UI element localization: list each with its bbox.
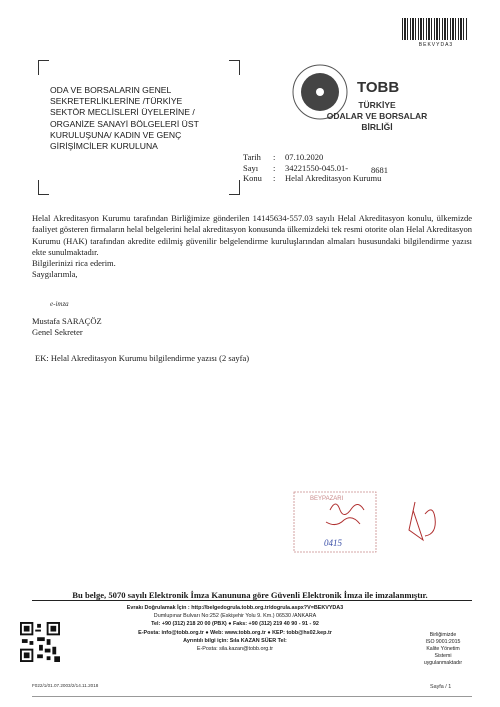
page-bottom-rule <box>32 696 472 697</box>
iso-line: Birliğimizde <box>429 632 457 638</box>
org-full-line: TÜRKİYE <box>358 100 396 110</box>
barcode <box>402 18 468 40</box>
number-suffix: 8681 <box>371 164 388 175</box>
colon: : <box>273 162 276 173</box>
recipient-line: SEKRETERLİKLERİNE /TÜRKİYE <box>50 96 183 107</box>
letter-body <box>32 213 472 281</box>
org-full-line: ODALAR VE BORSALAR <box>326 111 428 121</box>
document-code: F022/1/01.07.2003/2/14.11.2018 <box>32 683 99 688</box>
recipient-line: GİRİŞİMCİLER KURULUNA <box>50 141 158 152</box>
date-value: 07.10.2020 <box>285 152 324 162</box>
qr-code <box>20 622 60 662</box>
body-request: Bilgilerinizi rica ederim. <box>32 258 116 269</box>
iso-note <box>413 632 473 667</box>
org-title: TOBB <box>357 79 400 96</box>
body-closing: Saygılarımla, <box>32 269 78 280</box>
address-bracket-bottom-left <box>38 180 49 195</box>
recipient-line: SEKTÖR MECLİSLERİ ÜYELERİNE / <box>50 107 195 118</box>
address-bracket-top-left <box>38 60 49 75</box>
footer-contact-person: Ayrıntılı bilgi için: Sıla KAZAN SÜER Tel: <box>183 637 287 644</box>
address-bracket-bottom-right <box>229 180 240 195</box>
footer-divider <box>32 600 472 601</box>
address-bracket-top-right <box>229 60 240 75</box>
footer-phone: Tel: +90 (312) 218 20 00 (PBX) ● Faks: +90 (312) 219 40 90 - 91 - 92 <box>151 621 319 628</box>
signer-block <box>32 316 102 338</box>
received-stamp <box>290 490 460 560</box>
org-full-line: BİRLİĞİ <box>361 122 393 132</box>
recipient-address <box>50 85 240 152</box>
attachment-note: EK: Helal Akreditasyon Kurumu bilgilendirme yazısı (2 sayfa) <box>35 353 250 363</box>
signer-name: Mustafa SARAÇÖZ <box>32 316 102 326</box>
recipient-line: KURULUŞUNA/ KADIN VE GENÇ <box>50 129 182 140</box>
recipient-line: ODA VE BORSALARIN GENEL <box>50 85 172 95</box>
e-signature-note: e-imza <box>50 300 69 308</box>
iso-line: uygulanmaktadır <box>423 660 463 666</box>
stamp-number: 0415 <box>324 538 342 548</box>
date-label: Tarih <box>243 152 261 162</box>
recipient-line: ORGANİZE SANAYİ BÖLGELERİ ÜST <box>50 118 199 129</box>
signer-title: Genel Sekreter <box>32 327 83 337</box>
subject-value: Helal Akreditasyon Kurumu <box>285 173 382 183</box>
iso-line: Kalite Yönetim <box>426 646 460 652</box>
colon: : <box>273 152 276 162</box>
document-meta <box>243 152 423 186</box>
number-label: Sayı <box>243 162 259 173</box>
footer-address: Dumlupınar Bulvarı No:252 (Eskişehir Yolu 9. Km.) 06530 /ANKARA <box>153 613 317 620</box>
org-full-name <box>322 100 432 133</box>
footer-contact-email[interactable]: E-Posta: sila.kazan@tobb.org.tr <box>196 646 274 653</box>
subject-label: Konu <box>243 173 262 183</box>
footer-email-web[interactable]: E-Posta: info@tobb.org.tr ● Web: www.tobb.org.tr ● KEP: tobb@hs02.kep.tr <box>138 629 332 636</box>
body-paragraph: Helal Akreditasyon Kurumu tarafından Birliğimize gönderilen 14145634-557.03 sayılı Helal Akreditasyon konulu, ülkemizde faaliyet gösteren firmaların helal belgelerini helal akreditasyon konusunda ülkemizdeki tek resmi otorite olan Helal Akreditasyon Kurumu (HAK) tarafından akredite edilmiş güvenilir belgelendirme kuruluşlarından almaları hususundaki bilgilendirme yazısı ekte sunulmaktadır. <box>32 213 472 257</box>
footer-title: Bu belge, 5070 sayılı Elektronik İmza Kanununa göre Güvenli Elektronik İmza ile imzalanmıştır. <box>72 590 428 600</box>
colon: : <box>273 173 276 183</box>
verification-link[interactable]: Evrakı Doğrulamak İçin : http://belgedogrula.tobb.org.tr/dogrula.aspx?V=BEKVYDA3 <box>126 605 344 611</box>
iso-line: Sistemi <box>434 653 452 659</box>
number-value: 34221550-045.01- <box>285 162 349 173</box>
footer-contact <box>60 604 410 653</box>
stamp-text: BEYPAZARI <box>310 496 344 502</box>
barcode-text: BEKVYDA3 <box>418 42 454 48</box>
iso-line: ISO 9001:2015 <box>425 639 461 645</box>
page-number: Sayfa / 1 <box>430 684 452 690</box>
